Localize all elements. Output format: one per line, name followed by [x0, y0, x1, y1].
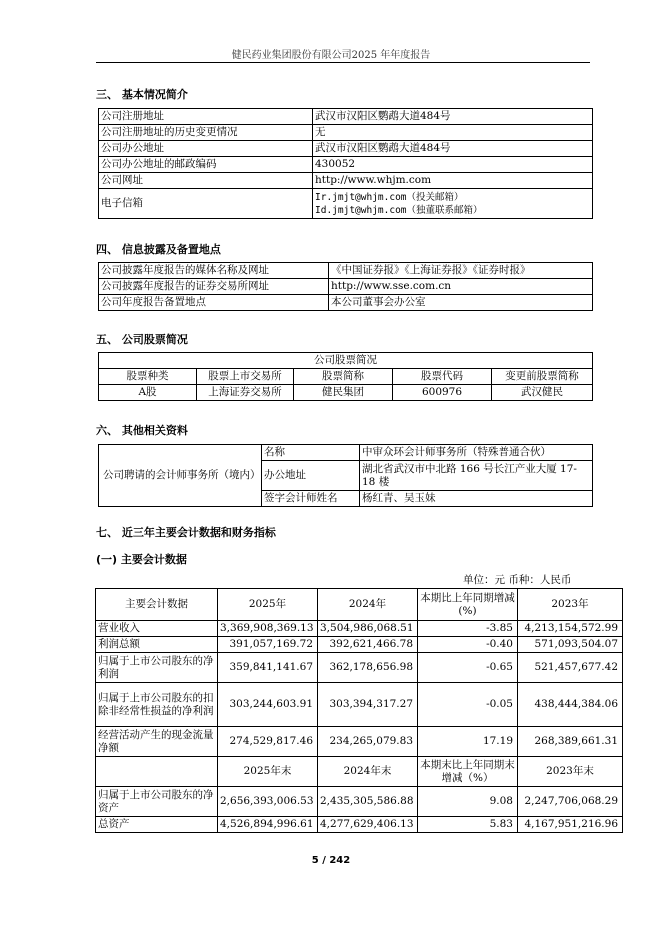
- header-cell: 主要会计数据: [96, 589, 218, 621]
- value-cell: 2,656,393,006.53: [218, 787, 318, 817]
- header-cell: 股票种类: [99, 369, 197, 385]
- cell-label: 公司披露年度报告的媒体名称及网址: [99, 263, 329, 279]
- value-cell: 268,389,661.31: [518, 727, 623, 757]
- exchange-link[interactable]: http://www.sse.com.cn: [329, 279, 593, 295]
- value-cell: 5.83: [418, 817, 518, 833]
- cell-label: 公司办公地址: [99, 141, 313, 157]
- value-cell: 17.19: [418, 727, 518, 757]
- value-cell: 4,213,154,572.99: [518, 621, 623, 637]
- value-cell: 438,444,384.06: [518, 683, 623, 727]
- header-cell: 股票代码: [393, 369, 492, 385]
- value-cell: -0.05: [418, 683, 518, 727]
- cell-label: 公司注册地址的历史变更情况: [99, 125, 313, 141]
- cell-value: 本公司董事会办公室: [329, 295, 593, 311]
- value-cell: 3,369,908,369.13: [218, 621, 318, 637]
- stock-table: [98, 352, 593, 401]
- unit-label: 单位：元 币种：人民币: [463, 574, 572, 586]
- header-cell: [96, 757, 218, 787]
- value-cell: -3.85: [418, 621, 518, 637]
- header-cell: 股票上市交易所: [197, 369, 294, 385]
- value-cell: -0.40: [418, 637, 518, 653]
- header-cell: 2025年: [218, 589, 318, 621]
- cell-label: 名称: [262, 445, 360, 461]
- section7-title: 七、 近三年主要会计数据和财务指标: [96, 526, 276, 539]
- header-cell: 本期比上年同期增减(%): [418, 589, 518, 621]
- stock-exchange: 上海证券交易所: [197, 385, 294, 401]
- header-cell: 2023年末: [518, 757, 623, 787]
- cell-label: 办公地址: [262, 461, 360, 491]
- row-label: 归属于上市公司股东的扣除非经常性损益的净利润: [96, 683, 218, 727]
- auditor-table: [98, 444, 593, 507]
- value-cell: 521,457,677.42: [518, 653, 623, 683]
- value-cell: 303,244,603.91: [218, 683, 318, 727]
- stock-prev-name: 武汉健民: [492, 385, 593, 401]
- header-divider: [96, 62, 590, 63]
- cell-value: 430052: [313, 157, 593, 173]
- header-cell: 2024年末: [318, 757, 418, 787]
- row-label: 利润总额: [96, 637, 218, 653]
- header-cell: 股票简称: [294, 369, 393, 385]
- stock-code: 600976: [393, 385, 492, 401]
- stock-caption: 公司股票简况: [99, 353, 593, 369]
- cell-value: 武汉市汉阳区鹦鹉大道484号: [313, 109, 593, 125]
- value-cell: 391,057,169.72: [218, 637, 318, 653]
- section7-subtitle: (一) 主要会计数据: [96, 553, 187, 566]
- row-label: 归属于上市公司股东的净资产: [96, 787, 218, 817]
- cell-label: 公司年度报告备置地点: [99, 295, 329, 311]
- value-cell: 2,247,706,068.29: [518, 787, 623, 817]
- email-director[interactable]: Id.jmjt@whjm.com（独董联系邮箱）: [315, 204, 483, 216]
- header-cell: 2025年末: [218, 757, 318, 787]
- cell-label: 公司办公地址的邮政编码: [99, 157, 313, 173]
- row-label: 总资产: [96, 817, 218, 833]
- email-investor[interactable]: Ir.jmjt@whjm.com（投关邮箱）: [315, 191, 464, 203]
- row-label: 经营活动产生的现金流量净额: [96, 727, 218, 757]
- cell-value: 《中国证券报》《上海证券报》《证券时报》: [329, 263, 593, 279]
- value-cell: 359,841,141.67: [218, 653, 318, 683]
- value-cell: 3,504,986,068.51: [318, 621, 418, 637]
- cell-label: 公司网址: [99, 173, 313, 189]
- header-cell: 本期末比上年同期末增减（%）: [418, 757, 518, 787]
- report-header: 健民药业集团股份有限公司2025 年年度报告: [231, 50, 431, 61]
- section3-title: 三、 基本情况简介: [96, 88, 188, 101]
- stock-type: A股: [99, 385, 197, 401]
- disclosure-table: [98, 262, 593, 311]
- cell-label: 公司披露年度报告的证券交易所网址: [99, 279, 329, 295]
- header-cell: 2023年: [518, 589, 623, 621]
- cell-label: 电子信箱: [99, 189, 313, 219]
- value-cell: 303,394,317.27: [318, 683, 418, 727]
- financial-table: [95, 588, 623, 833]
- auditor-office: 湖北省武汉市中北路 166 号长江产业大厦 17-18 楼: [360, 461, 593, 491]
- value-cell: 2,435,305,586.88: [318, 787, 418, 817]
- auditor-name: 中审众环会计师事务所（特殊普通合伙）: [360, 445, 593, 461]
- row-label: 营业收入: [96, 621, 218, 637]
- cell-value: 武汉市汉阳区鹦鹉大道484号: [313, 141, 593, 157]
- value-cell: 362,178,656.98: [318, 653, 418, 683]
- stock-short-name: 健民集团: [294, 385, 393, 401]
- section5-title: 五、 公司股票简况: [96, 333, 188, 346]
- value-cell: 4,167,951,216.96: [518, 817, 623, 833]
- value-cell: 274,529,817.46: [218, 727, 318, 757]
- value-cell: 9.08: [418, 787, 518, 817]
- auditor-signers: 杨红青、吴玉妹: [360, 491, 593, 507]
- value-cell: 4,526,894,996.61: [218, 817, 318, 833]
- value-cell: 4,277,629,406.13: [318, 817, 418, 833]
- section6-title: 六、 其他相关资料: [96, 424, 188, 437]
- cell-label: 签字会计师姓名: [262, 491, 360, 507]
- website-link[interactable]: http://www.whjm.com: [313, 173, 593, 189]
- basic-info-table: [98, 108, 593, 219]
- header-cell: 2024年: [318, 589, 418, 621]
- section4-title: 四、 信息披露及备置地点: [96, 243, 221, 256]
- auditor-label: 公司聘请的会计师事务所（境内）: [99, 445, 262, 507]
- email-cell: [313, 189, 593, 219]
- value-cell: 392,621,466.78: [318, 637, 418, 653]
- value-cell: 571,093,504.07: [518, 637, 623, 653]
- cell-value: 无: [313, 125, 593, 141]
- header-cell: 变更前股票简称: [492, 369, 593, 385]
- row-label: 归属于上市公司股东的净利润: [96, 653, 218, 683]
- value-cell: -0.65: [418, 653, 518, 683]
- cell-label: 公司注册地址: [99, 109, 313, 125]
- page-number: 5 / 242: [311, 855, 351, 866]
- value-cell: 234,265,079.83: [318, 727, 418, 757]
